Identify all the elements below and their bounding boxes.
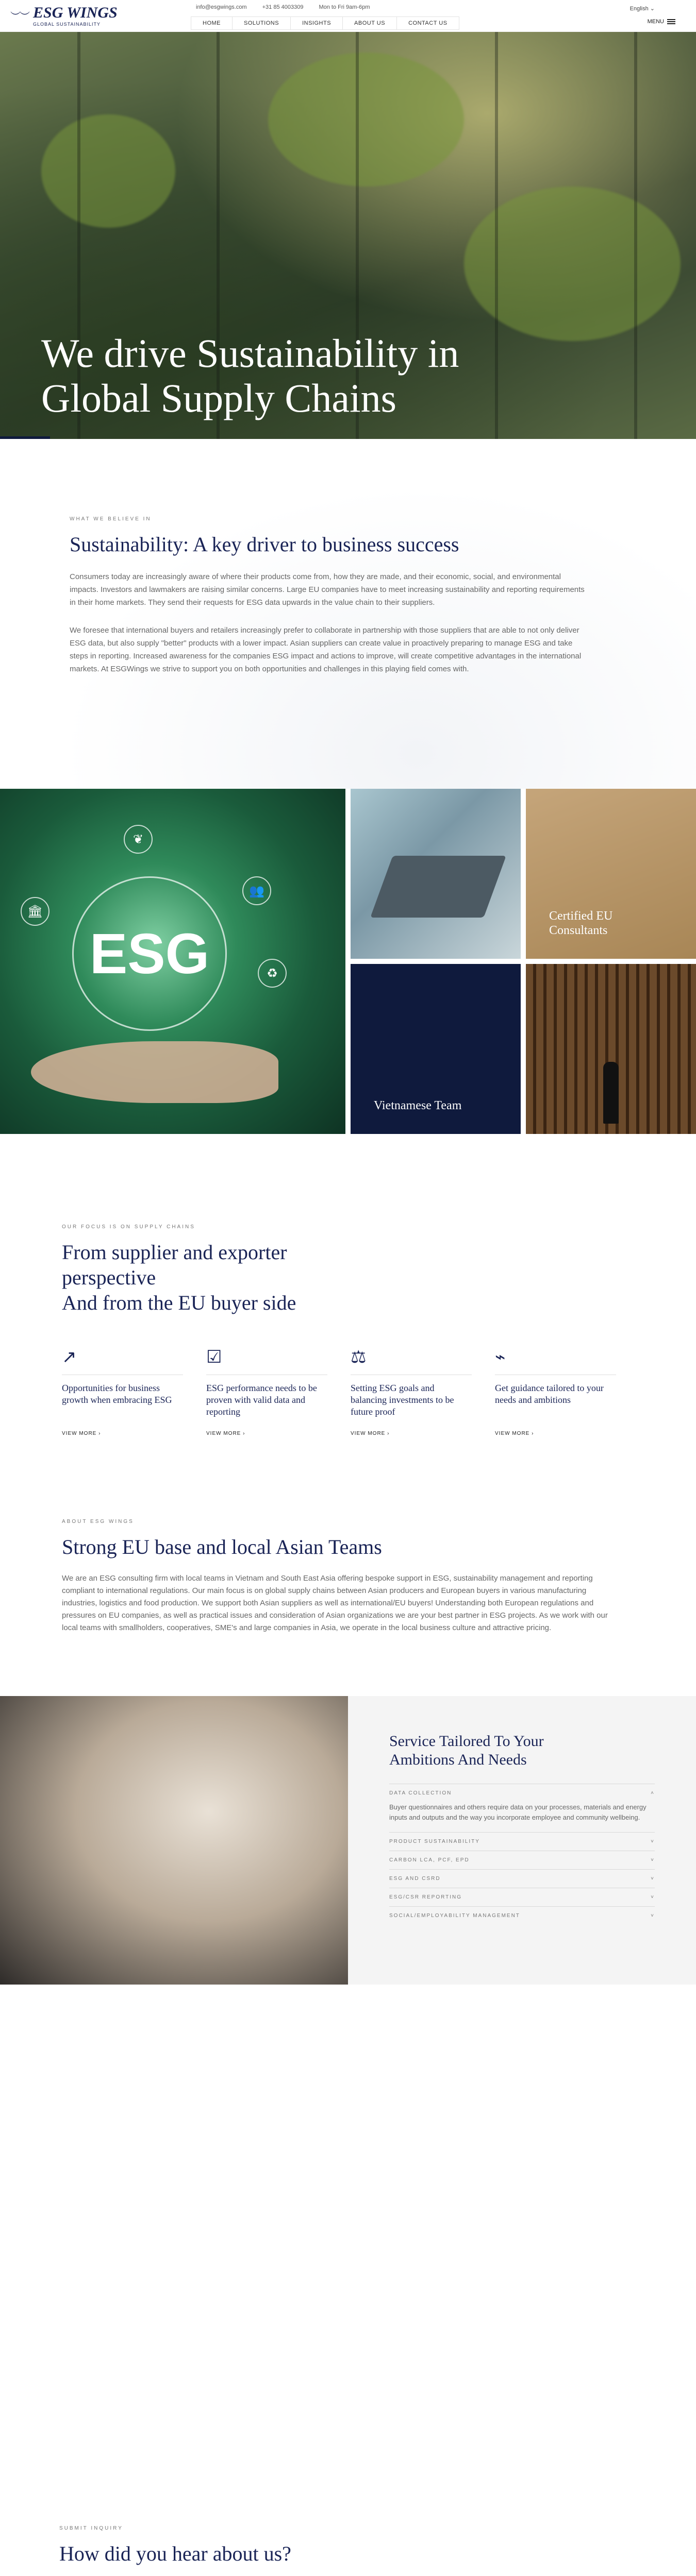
view-more-link[interactable] (206, 1431, 327, 1436)
chevron-up-icon: ˄ (651, 1790, 655, 1796)
accordion-label: ESG AND CSRD (389, 1876, 441, 1882)
bank-icon: 🏛 (21, 897, 49, 926)
nav-insights[interactable]: INSIGHTS (290, 16, 343, 30)
accordion-label: DATA COLLECTION (389, 1790, 452, 1796)
believe-section (0, 439, 696, 789)
hero-foliage (41, 114, 175, 228)
nav-contact-us[interactable]: CONTACT US (396, 16, 459, 30)
esg-orb (72, 876, 227, 1031)
view-more-label: VIEW MORE (206, 1430, 241, 1436)
image-grid (0, 789, 696, 1134)
arrow-right-icon: › (387, 1430, 390, 1436)
vietnam-team-tile (351, 964, 521, 1134)
chevron-down-icon: ⌄ (650, 6, 655, 12)
chevron-down-icon: ˅ (651, 1894, 655, 1901)
about-paragraph: We are an ESG consulting firm with local teams in Vietnam and South East Asia offering bespoke support in ESG, sustainability management and reporting compliant to international regulations. Our main focus is on global supply chains between Asian producers and European buyers in various manufacturing industries, logistics and food production. We support both Asian suppliers as well as international/EU buyers! Understanding both European regulations and pressures on EU companies, as well as practical issues and consideration of Asian organizations we are your best partner in ESG projects. As we work with our local teams with smallholders, cooperatives, SME's and large companies in Asia, we operate in the local business culture and attractive pricing. (62, 1573, 608, 1632)
checklist-icon: ☑ (206, 1347, 222, 1367)
service-title (389, 1732, 655, 1769)
chevron-down-icon: ˅ (651, 1839, 655, 1845)
hero-title-line2: Global Supply Chains (41, 376, 397, 421)
certified-label (549, 909, 612, 939)
feature-text: ESG performance needs to be proven with valid data and reporting (206, 1382, 317, 1417)
site-header (0, 0, 696, 32)
menu-button[interactable] (648, 19, 675, 25)
header-phone[interactable]: +31 85 4003309 (262, 4, 304, 10)
service-title-line1: Service Tailored To Your (389, 1732, 544, 1750)
hamburger-icon (667, 19, 675, 24)
chevron-down-icon: ˅ (651, 1913, 655, 1919)
about-section (0, 1498, 696, 1696)
accordion-label: ESG/CSR REPORTING (389, 1894, 462, 1901)
inquiry-title: How did you hear about us? (59, 2541, 291, 2565)
feature-text: Setting ESG goals and balancing investments to be future proof (351, 1382, 454, 1417)
inquiry-kicker: SUBMIT INQUIRY (59, 2525, 123, 2531)
arrow-right-icon: › (243, 1430, 245, 1436)
certified-line2: Consultants (549, 924, 608, 938)
certified-tile (526, 789, 696, 959)
accordion-item[interactable] (389, 1888, 655, 1906)
focus-title-line3: And from the EU buyer side (62, 1291, 296, 1314)
feature-card (62, 1347, 183, 1436)
birds-icon: ︶︶ (10, 11, 29, 23)
believe-title: Sustainability: A key driver to business success (70, 533, 459, 556)
certified-line1: Certified EU (549, 909, 613, 923)
about-title: Strong EU base and local Asian Teams (62, 1535, 382, 1558)
keyboard-shape (370, 856, 506, 918)
people-icon: 👥 (242, 876, 271, 905)
accordion-item[interactable] (389, 1906, 655, 1925)
arrow-right-icon: › (98, 1430, 101, 1436)
header-hours: Mon to Fri 9am-6pm (319, 4, 370, 10)
view-more-label: VIEW MORE (62, 1430, 97, 1436)
nav-about-us[interactable]: ABOUT US (342, 16, 397, 30)
focus-kicker: OUR FOCUS IS ON SUPPLY CHAINS (62, 1224, 195, 1230)
focus-title-line1: From supplier and exporter (62, 1241, 287, 1264)
logo-tagline: GLOBAL SUSTAINABILITY (33, 21, 101, 27)
focus-section (0, 1134, 696, 1498)
arrow-right-icon: › (532, 1430, 534, 1436)
team-working-image (0, 1696, 348, 1985)
focus-title (62, 1240, 634, 1315)
balance-scale-icon: ⚖ (351, 1347, 367, 1367)
esg-word: ESG (89, 922, 210, 986)
header-email[interactable]: info@esgwings.com (196, 4, 247, 10)
window-frame (634, 32, 637, 439)
esg-image (0, 789, 345, 1134)
feature-card (206, 1347, 327, 1436)
chevron-down-icon: ˅ (651, 1857, 655, 1863)
believe-paragraph-2: We foresee that international buyers and retailers increasingly prefer to collaborate in partnership with those suppliers that are able to not only deliver ESG data, but also supply "better" products with a lower impact. Asian suppliers can create value in proactively preparing to manage ESG and take steps in reporting. Increased awareness for the companies ESG impact and actions to improve, will create competitive advantages in the international markets. At ESGWings we strive to support you on both opportunities and challenges in this playing field comes with. (70, 626, 582, 673)
service-section (0, 1696, 696, 1985)
accordion-content: Buyer questionnaires and others require data on your processes, materials and energy inputs and outputs and the way you incorporate employee and community wellbeing. (389, 1803, 647, 1821)
recycle-icon: ♻ (258, 959, 287, 988)
hero-title (41, 331, 459, 421)
accordion-label: PRODUCT SUSTAINABILITY (389, 1839, 480, 1845)
accordion-item-open[interactable] (389, 1784, 655, 1802)
view-more-link[interactable] (351, 1431, 472, 1436)
view-more-label: VIEW MORE (495, 1430, 530, 1436)
accordion-label: CARBON LCA, PCF, EPD (389, 1857, 470, 1863)
accordion-label: SOCIAL/EMPLOYABILITY MANAGEMENT (389, 1913, 520, 1919)
believe-paragraph-1: Consumers today are increasingly aware of where their products come from, how they are made, and their economic, social, and environmental impacts. Investors and lawmakers are raising similar concerns. Large EU companies have to meet increasing sustainability and reporting requirements in their home markets. They send their requests for ESG data upwards in the value chain to their suppliers. (70, 572, 585, 607)
hero-title-line1: We drive Sustainability in (41, 331, 459, 376)
language-label: English (629, 6, 649, 12)
about-kicker: ABOUT ESG WINGS (62, 1518, 134, 1524)
feature-card (351, 1347, 472, 1436)
feature-text: Get guidance tailored to your needs and ambitions (495, 1382, 604, 1405)
language-select[interactable] (630, 5, 655, 12)
accordion-item[interactable] (389, 1851, 655, 1869)
accordion-item[interactable] (389, 1869, 655, 1888)
nav-home[interactable]: HOME (191, 16, 233, 30)
menu-label: MENU (647, 19, 664, 25)
service-title-line2: Ambitions And Needs (389, 1751, 527, 1768)
window-frame (495, 32, 498, 439)
feature-card (495, 1347, 616, 1436)
logo[interactable] (0, 5, 155, 27)
hero-foliage (268, 53, 464, 187)
accordion-item[interactable] (389, 1832, 655, 1851)
view-more-link[interactable] (62, 1431, 183, 1436)
laptop-image (351, 789, 521, 959)
focus-title-line2: perspective (62, 1266, 156, 1290)
feature-text: Opportunities for business growth when embracing ESG (62, 1382, 172, 1405)
contact-strip (196, 4, 370, 10)
inquiry-section (0, 1985, 696, 2576)
wood-wall-image (526, 964, 696, 1134)
logo-brand: ESG WINGS (33, 4, 118, 21)
nav-solutions[interactable]: SOLUTIONS (232, 16, 291, 30)
feature-list (62, 1347, 634, 1436)
person-silhouette (603, 1062, 619, 1124)
view-more-link[interactable] (495, 1431, 616, 1436)
vietnam-team-label: Vietnamese Team (374, 1099, 462, 1113)
guidance-icon: ⌁ (495, 1347, 506, 1367)
view-more-label: VIEW MORE (351, 1430, 386, 1436)
chevron-down-icon: ˅ (651, 1876, 655, 1882)
hand-shape (31, 1041, 278, 1103)
believe-kicker: WHAT WE BELIEVE IN (70, 516, 152, 522)
growth-chart-icon: ↗ (62, 1347, 77, 1367)
leaf-icon: ❦ (124, 825, 153, 854)
hero (0, 32, 696, 439)
service-panel (348, 1696, 696, 1985)
main-nav (191, 16, 459, 30)
